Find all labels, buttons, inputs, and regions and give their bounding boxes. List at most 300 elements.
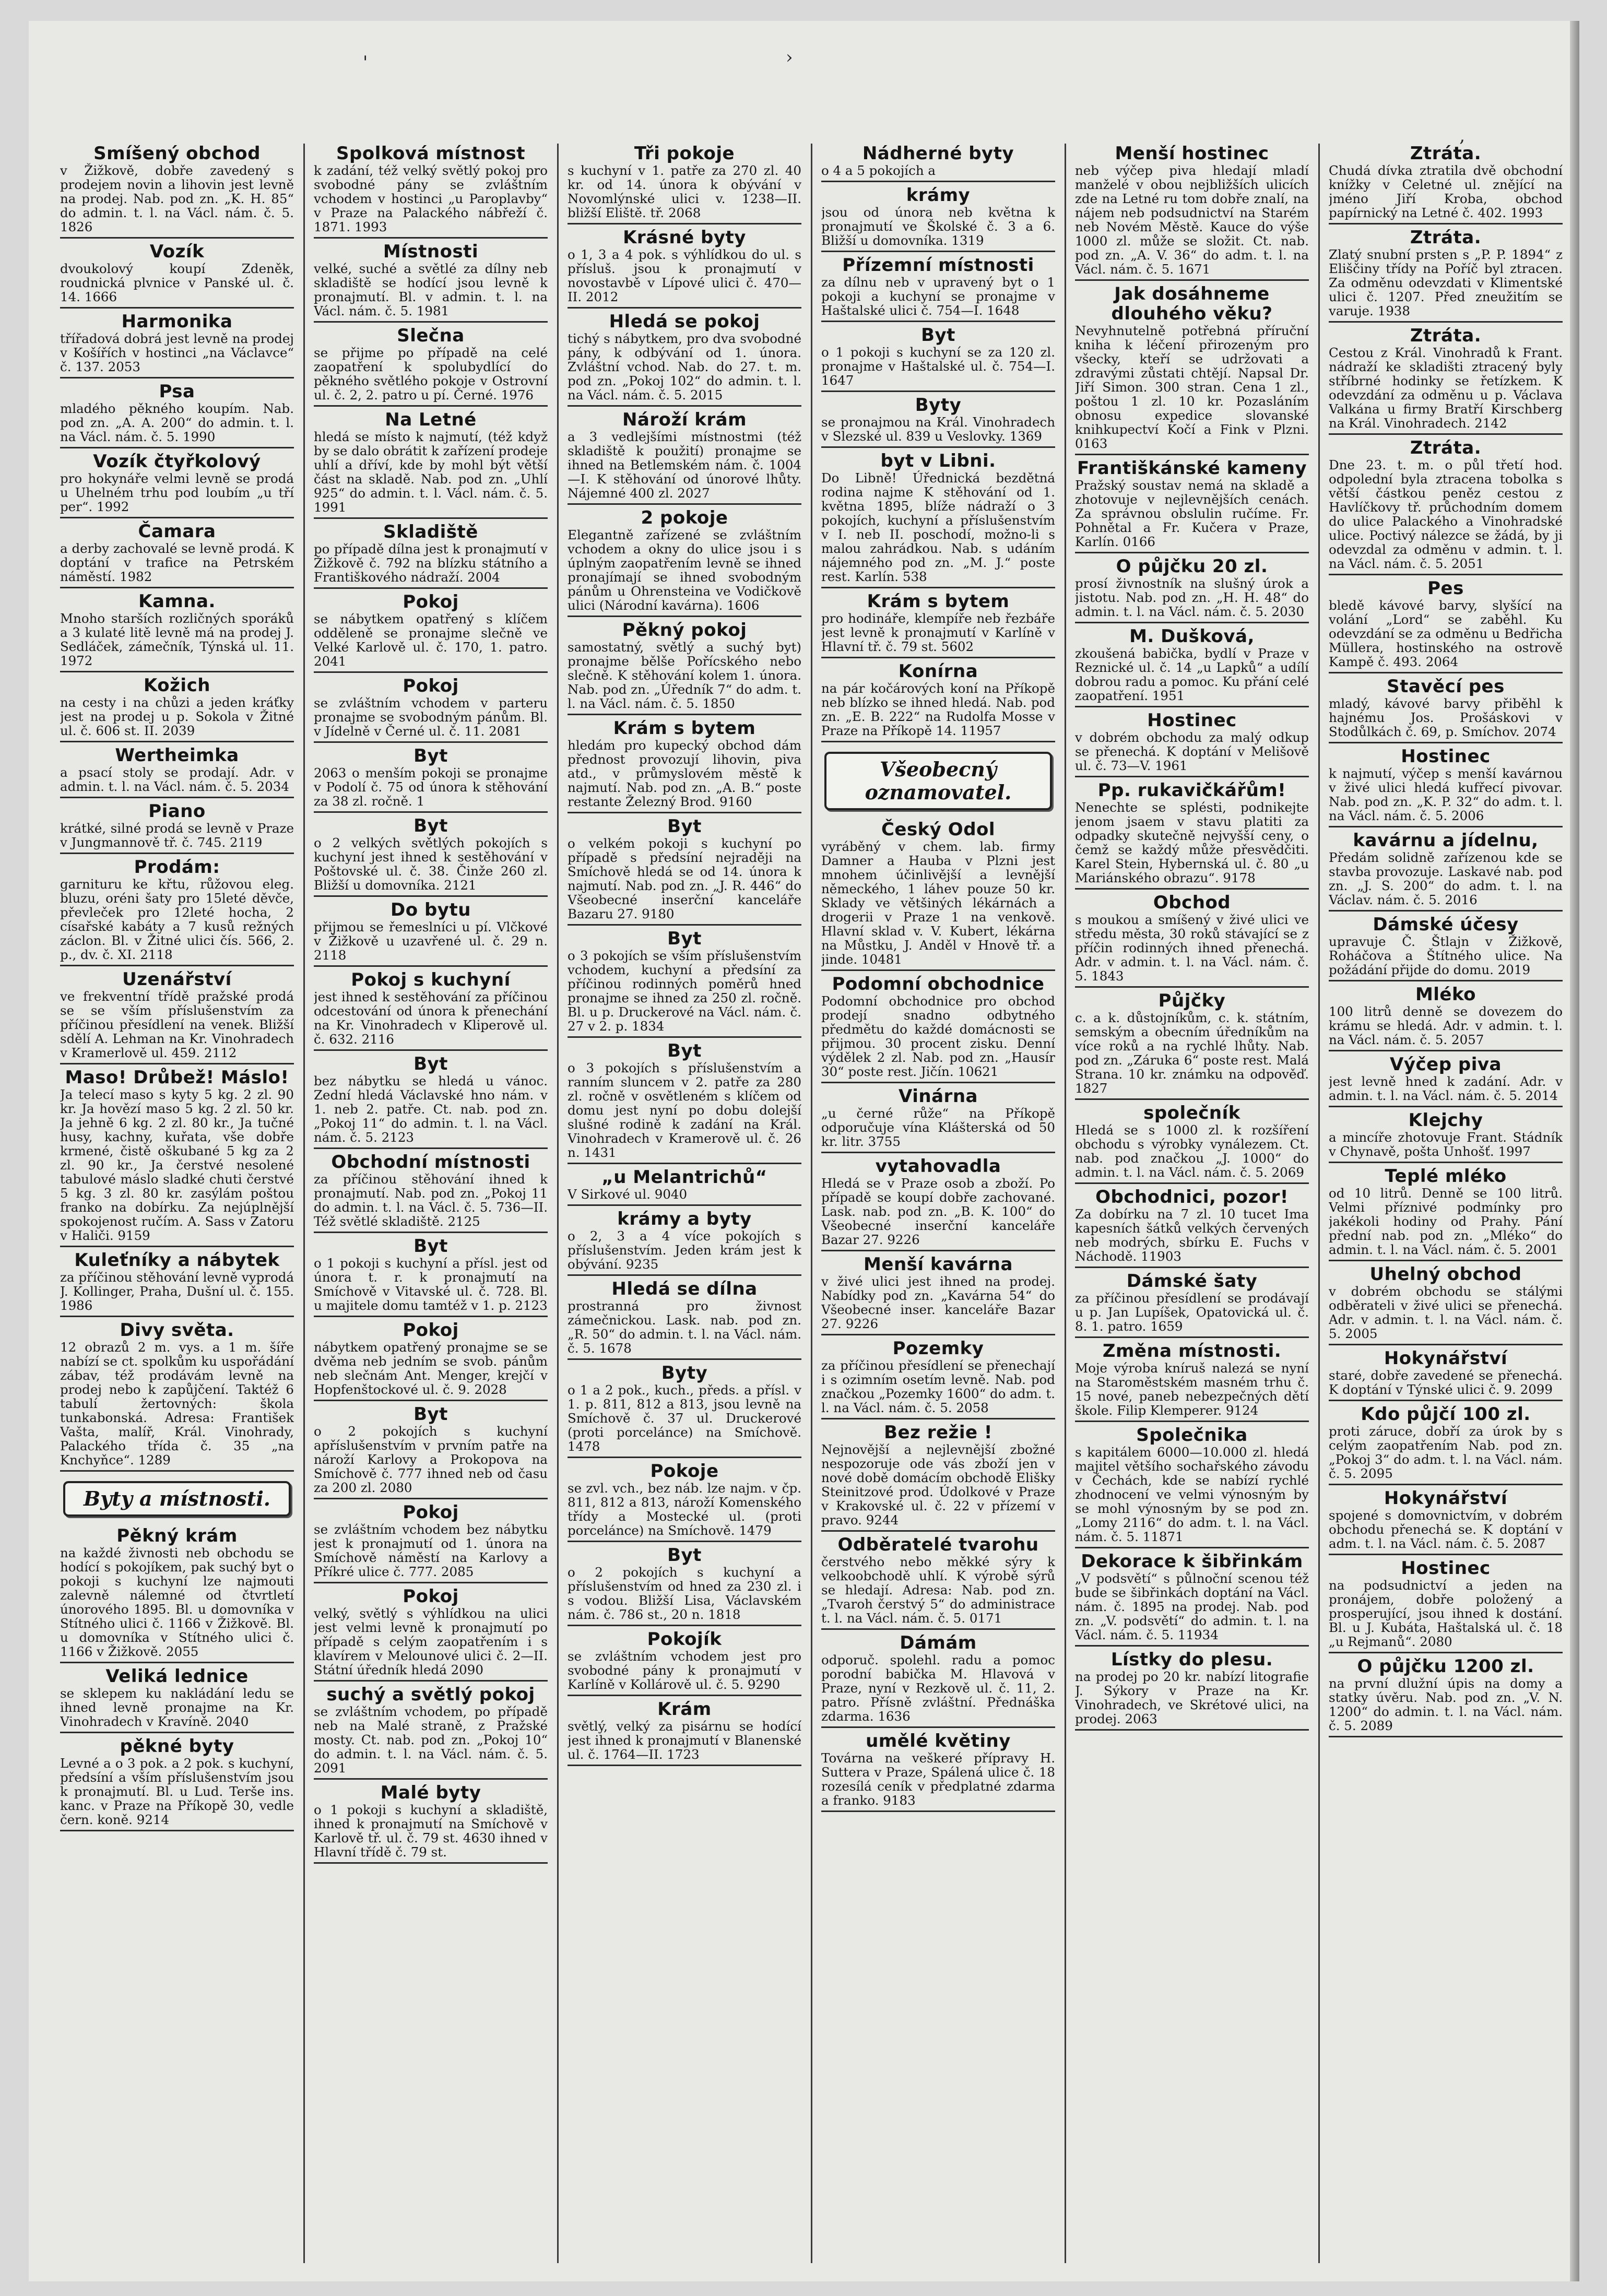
ad-body: bledě kávové barvy, slyšící na volání „Lord“ se zaběhl. Ku odevzdání se za odměnu u Bedřicha Müllera, hostinského na ostrově Kampě č. 493. 2064 <box>1329 598 1563 669</box>
ad-headline: Piano <box>148 801 206 822</box>
ad-headline: Nároží krám <box>622 409 747 430</box>
ad-headline: Vozík <box>149 241 205 262</box>
classified-ad <box>60 522 294 588</box>
ad-body: čerstvého nebo měkké sýry k velkoobchodě uhlí. K výrobě sýrů se hledají. Adresa: Nab. pod zn. „Tvaroh čerstvý 5“ do administrace t. l. na Václ. nám. č. 5. 0171 <box>821 1554 1055 1626</box>
ad-body: se pronajmou na Král. Vinohradech v Slezské ul. 839 u Veslovky. 1369 <box>821 415 1055 444</box>
classified-ad <box>314 816 548 897</box>
classified-ad <box>568 228 801 309</box>
ad-body: „u černé růže“ na Příkopě odporučuje vína Klášterská od 50 kr. litr. 3755 <box>821 1106 1055 1149</box>
ad-separator <box>1075 1547 1309 1548</box>
ad-separator <box>1329 980 1563 981</box>
ad-separator <box>821 390 1055 392</box>
ad-body: se sklepem ku nakládání ledu se ihned levně pronajme na Kr. Vinohradech v Kravíně. 2040 <box>60 1686 294 1729</box>
newspaper-page <box>29 21 1579 2281</box>
ad-headline: Čamara <box>138 521 216 542</box>
ad-headline: Nádherné byty <box>862 144 1014 164</box>
column-rule <box>1318 144 1320 2263</box>
ad-headline: O půjčku 1200 zl. <box>1357 1656 1534 1677</box>
ad-body: „V podsvětí“ s půlnoční scenou též bude se šibřinkách doptání na Václ. nám. č. 1895 na prodej. Nab. pod zn. „V. podsvětí“ do admin. t. l. na Václ. nám. č. 5. 11934 <box>1075 1571 1309 1642</box>
ad-separator <box>821 1082 1055 1083</box>
ad-body: hledá se místo k najmutí, (též když by se dalo obrátit k zařízení prodeje uhlí a dříví, kde by mohl být větší část na skladě. Nab. pod zn. „Uhlí 925“ do admin. t. l. Václ. nám. č. 5. 1991 <box>314 429 548 515</box>
ad-body: Nenechte se splésti, podnikejte jenom jsaem v stavu platiti za odpadky skutečně nejvyšší ceny, o čemž se každý může přesvědčiti. Karel Stein, Hybernská ul. č. 80 „u Mariánského obrazu“. 9178 <box>1075 800 1309 885</box>
ad-body: dvoukolový koupí Zdeněk, roudnická plvnice v Panské ul. č. 14. 1666 <box>60 261 294 304</box>
classified-ad <box>314 1054 548 1149</box>
classified-ad <box>314 746 548 813</box>
ad-separator <box>821 587 1055 588</box>
ad-body: pro hokynáře velmi levně se prodá u Uhelném trhu pod loubím „u tří per“. 1992 <box>60 471 294 514</box>
classified-ad <box>314 242 548 323</box>
classified-ad <box>821 395 1055 448</box>
ad-separator <box>1329 321 1563 323</box>
ad-body: o 4 a 5 pokojích a <box>821 163 936 178</box>
ad-body: Nejnovější a nejlevnější zbožné nespozoruje ode vás zboží jen v nové době domácím obchodě Elišky Steinitzové prod. Údolkové v Praze v Krakovské ul. č. 22 v přízemí v pravo. 9244 <box>821 1442 1055 1528</box>
ad-headline: „u Melantrichů“ <box>601 1167 767 1188</box>
classified-ad <box>1075 284 1309 455</box>
ad-body: proti záruce, dobří za úrok by s celým zaopatřením Nab. pod zn. „Pokoj 3“ do adm. t. l. na Václ. nám. č. 5. 2095 <box>1329 1424 1563 1481</box>
ad-separator <box>1329 1162 1563 1163</box>
ad-headline: Společnika <box>1136 1425 1248 1446</box>
ad-headline: Kamna. <box>138 591 216 612</box>
classified-ad <box>314 144 548 239</box>
ad-body: a 3 vedlejšími místnostmi (též skladiště k použití) pronajme se ihned na Betlemském nám. č. 1004—I. K stěhování od únorové lhůty. Nájemné 400 zl. 2027 <box>568 429 801 501</box>
ad-body: o 1, 3 a 4 pok. s výhlídkou do ul. s přísluš. jsou k pronajmutí v novostavbě v Lípové ulici č. 470—II. 2012 <box>568 247 801 304</box>
ad-body: na pár kočárových koní na Příkopě neb blízko se ihned hledá. Nab. pod zn. „E. B. 222“ na Rudolfa Mosse v Praze na Příkopě 14. 11957 <box>821 681 1055 738</box>
ad-body: Podomní obchodnice pro obchod prodejí snadno odbytného předmětu do každé domácnosti se přijmou. 30 procent zisku. Denní výdělek 2 zl. Nab. pod zn. „Hausír 30“ poste rest. Jičín. 10621 <box>821 993 1055 1079</box>
classified-ad <box>1329 438 1563 575</box>
classified-ad <box>60 382 294 448</box>
ad-headline: Uhelný obchod <box>1369 1264 1522 1285</box>
ad-headline: Mléko <box>1415 984 1476 1005</box>
ad-separator <box>60 1316 294 1317</box>
classified-ad <box>314 1404 548 1499</box>
ad-body: tichý s nábytkem, pro dva svobodné pány, k odbývání od 1. února. Zvláštní vchod. Nab. do 27. t. m. pod zn. „Pokoj 102“ do admin. t. l. na Václ. nám. č. 5. 2015 <box>568 331 801 403</box>
ad-headline: Hledá se dílna <box>611 1279 758 1299</box>
classified-ad <box>568 1461 801 1542</box>
classified-ad <box>1329 1488 1563 1555</box>
ad-body: vyráběný v chem. lab. firmy Damner a Hauba v Plzni jest mnohem účinlivější a levnější německého, 1 láhev pouze 50 kr. Sklady ve většiných lékárnách a drogerii v Praze 1 na venkově. Hlavní sklad v. V. Kubert, lékárna na Můstku, J. Anděl v Hnově tř. a jinde. 10481 <box>821 839 1055 967</box>
ad-separator <box>821 181 1055 182</box>
ad-headline: Byty <box>915 395 962 416</box>
ad-separator <box>1075 279 1309 281</box>
ad-body: 100 litrů denně se dovezem do krámu se hledá. Adr. v admin. t. l. na Václ. nám. č. 5. 2057 <box>1329 1004 1563 1047</box>
ad-separator <box>821 321 1055 322</box>
ad-body: o 1 pokoji s kuchyní a skladiště, ihned k pronajmutí na Smíchově v Karlově tř. ul. č. 79 st. 4630 ihned v Hlavní třídě č. 79 st. <box>314 1802 548 1860</box>
classified-ad <box>821 1254 1055 1335</box>
ad-body: hledám pro kupecký obchod dám přednost provozují lihovin, piva atd., v průmyslovém městě k najmutí. Nab. pod zn. „A. B.“ poste restante Železný Brod. 9160 <box>568 738 801 809</box>
ad-headline: Krám <box>657 1699 712 1720</box>
ad-body: se zvláštním vchodem, po případě neb na Malé straně, z Pražské mosty. Ct. nab. pod zn. „Pokoj 10“ do admin. t. l. na Václ. nám. č. 5. 2091 <box>314 1704 548 1776</box>
ad-separator <box>314 405 548 407</box>
column-rule <box>303 144 305 2263</box>
ad-separator <box>60 307 294 309</box>
ad-separator <box>60 965 294 966</box>
classified-ad <box>568 1545 801 1626</box>
column-rule <box>1065 144 1066 2263</box>
ad-separator <box>1075 552 1309 553</box>
ad-separator <box>314 1049 548 1051</box>
ad-headline: Konírna <box>898 661 978 682</box>
ad-headline: Kdo půjčí 100 zl. <box>1361 1404 1531 1425</box>
ad-body: v Žižkově, dobře zavedený s prodejem novin a lihovin jest levně na prodej. Nab. pod zn. „K. H. 85“ do admin. t. l. na Václ. nám. č. 5. 1826 <box>60 163 294 234</box>
ad-separator <box>60 741 294 742</box>
ad-body: staré, dobře zavedené se přenechá. K doptání v Týnské ulici č. 9. 2099 <box>1329 1368 1563 1397</box>
classified-ad <box>568 144 801 224</box>
classified-ad <box>568 929 801 1038</box>
classified-ad <box>821 325 1055 392</box>
ad-body: Hledá se s 1000 zl. k rozšíření obchodu s výrobky vynálezem. Ct. nab. pod značkou „J. 1000“ do admin. t. l. na Václ. nám. č. 5. 2069 <box>1075 1122 1309 1180</box>
ad-body: o 1 pokoji s kuchyní se za 120 zl. pronajme v Haštalské ul. č. 754—I. 1647 <box>821 345 1055 388</box>
classified-ad <box>314 326 548 407</box>
ad-headline: Vozík čtyřkolový <box>93 451 261 472</box>
ad-headline: Prodám: <box>134 857 220 878</box>
ad-separator <box>568 1358 801 1360</box>
ad-separator <box>314 1400 548 1401</box>
classified-ad <box>314 900 548 967</box>
ad-headline: Tři pokoje <box>634 144 735 164</box>
ad-headline: Veliká lednice <box>105 1666 249 1687</box>
ad-body: Za dobírku na 7 zl. 10 tucet Ima kapesních šátků velkých červených neb modrých, sbírku E. Fuchs v Náchodě. 11903 <box>1075 1206 1309 1264</box>
classified-ad <box>821 451 1055 588</box>
ad-headline: Vinárna <box>899 1086 978 1107</box>
ad-headline: Stavěcí pes <box>1387 676 1505 697</box>
ad-headline: kavárnu a jídelnu, <box>1353 830 1539 851</box>
ad-separator <box>1075 1421 1309 1422</box>
classified-ad <box>1329 1404 1563 1485</box>
ad-body: po případě dílna jest k pronajmutí v Žižkově č. 792 na blízku státního a Františkového nádraží. 2004 <box>314 541 548 585</box>
ad-separator <box>1075 454 1309 455</box>
ad-headline: Přízemní místnosti <box>842 255 1034 276</box>
ad-body: za příčinou přesídlení se prodávají u p. Jan Lupíšek, Opatovická ul. č. 8. 1. patro. 1659 <box>1075 1291 1309 1334</box>
ad-headline: Byt <box>667 1040 702 1061</box>
ad-headline: Odběratelé tvarohu <box>837 1534 1039 1555</box>
ad-body: přijmou se řemeslníci u pí. Vlčkové v Žižkově u uzavřené ul. č. 29 n. 2118 <box>314 919 548 963</box>
classified-ad <box>314 676 548 743</box>
column-rule <box>557 144 559 2263</box>
ad-headline: Pokoj <box>403 1586 459 1607</box>
ad-separator <box>60 1662 294 1663</box>
ad-separator <box>1075 888 1309 890</box>
classified-ad <box>60 801 294 854</box>
classified-ad <box>1075 1103 1309 1184</box>
classified-ad <box>821 1633 1055 1728</box>
ad-headline: Byt <box>667 928 702 949</box>
classified-ad <box>568 1041 801 1164</box>
ad-separator <box>314 741 548 743</box>
ad-separator <box>1329 1050 1563 1051</box>
ad-separator <box>1329 1106 1563 1107</box>
page-edge-shadow <box>1570 21 1579 2281</box>
ad-headline: Psa <box>159 381 195 402</box>
classified-ad <box>1075 1552 1309 1647</box>
ad-body: a derby zachovalé se levně prodá. K doptání v trafice na Petrském náměstí. 1982 <box>60 541 294 584</box>
ad-body: Cestou z Král. Vinohradů k Frant. nádraží ke skladišti ztracený byly stříbrné hodinky se řetízkem. K odevzdání za odměnu u p. Václava Valkána u firmy Bratří Kirschberg na Král. Vinohradech. 2142 <box>1329 345 1563 431</box>
classified-ad <box>1329 1055 1563 1107</box>
ad-separator <box>568 1036 801 1038</box>
ad-separator <box>1075 1645 1309 1647</box>
ad-separator <box>60 447 294 448</box>
ad-body: prostranná pro živnost zámečnickou. Lask. nab. pod zn. „R. 50“ do admin. t. l. na Václ. nám. č. 5. 1678 <box>568 1298 801 1356</box>
ad-headline: byt v Libni. <box>880 451 996 471</box>
ad-separator <box>1329 1260 1563 1261</box>
classified-ad <box>60 1526 294 1663</box>
ad-separator <box>1329 742 1563 743</box>
ad-body: a psací stoly se prodají. Adr. v admin. t. l. na Václ. nám. č. 5. 2034 <box>60 765 294 794</box>
ad-separator <box>1075 1729 1309 1731</box>
ad-headline: O půjčku 20 zl. <box>1116 556 1268 577</box>
ad-body: Chudá dívka ztratila dvě obchodní knížky v Celetné ul. znějící na jméno Jiří Kroba, obchod papírnický na Letné č. 402. 1993 <box>1329 163 1563 220</box>
classified-ad <box>568 620 801 715</box>
ad-separator <box>568 223 801 224</box>
ad-separator <box>568 812 801 813</box>
classified-ad <box>821 255 1055 322</box>
classified-ad <box>314 1152 548 1233</box>
ad-separator <box>821 446 1055 448</box>
ad-headline: Obchodnici, pozor! <box>1095 1187 1289 1208</box>
ad-headline: Český Odol <box>881 819 996 840</box>
ad-separator <box>568 405 801 407</box>
classified-ad <box>1329 326 1563 435</box>
ad-separator <box>568 1457 801 1458</box>
ad-headline: Obchod <box>1153 892 1231 913</box>
ad-headline: Ztráta. <box>1410 144 1482 164</box>
ad-separator <box>314 1498 548 1499</box>
ad-headline: Skladiště <box>383 522 478 542</box>
classified-ad <box>60 452 294 518</box>
ad-body: V Sirkové ul. 9040 <box>568 1187 688 1202</box>
ad-headline: Kožich <box>144 675 210 696</box>
ad-headline: Pozemky <box>892 1338 984 1359</box>
ad-body: mladého pěkného koupím. Nab. pod zn. „A. A. 200“ do admin. t. l. na Václ. nám. č. 5. 1990 <box>60 401 294 444</box>
classified-ad <box>1075 991 1309 1100</box>
ad-headline: Pokojík <box>647 1629 722 1650</box>
classified-ad <box>568 1279 801 1360</box>
ad-separator <box>821 657 1055 658</box>
ad-headline: vytahovadla <box>875 1156 1001 1177</box>
ad-body: Levné a o 3 pok. a 2 pok. s kuchyní, předsíní a vším příslušenstvím jsou k pronajmutí. Bl. u Lud. Terše ins. kanc. v Praze na Příkopě 30, vedle čern. koně. 9214 <box>60 1756 294 1827</box>
ad-body: s moukou a smíšený v živé ulici ve středu města, 30 roků stávající se z příčin rodinných ihned přenechá. Adr. v admin. t. l. na Václ. nám. č. 5. 1843 <box>1075 912 1309 984</box>
classified-ad <box>568 1167 801 1206</box>
ad-body: se přijme po případě na celé zaopatření k spolubydlící do pěkného světlého pokoje v Ostrovní ul. č. 2, 2. patro u pí. Černé. 1976 <box>314 345 548 403</box>
ad-separator <box>568 1204 801 1206</box>
ad-headline: Byt <box>667 816 702 837</box>
ad-body: v dobrém obchodu za malý odkup se přenechá. K doptání v Melišově ul. č. 73—V. 1961 <box>1075 730 1309 773</box>
classified-ad <box>821 1731 1055 1812</box>
ad-headline: Menší kavárna <box>864 1254 1013 1275</box>
column-rule <box>811 144 812 2263</box>
ad-headline: suchý a světlý pokoj <box>326 1684 535 1705</box>
ad-separator <box>60 237 294 239</box>
ad-headline: Byt <box>413 815 448 836</box>
ad-headline: Hokynářství <box>1384 1488 1508 1509</box>
ad-separator <box>314 237 548 239</box>
ad-separator <box>1075 986 1309 988</box>
classified-ad <box>821 1339 1055 1419</box>
ad-body: spojené s domovnictvím, v dobrém obchodu přenechá se. K doptání v adm. t. l. na Václ. nám. č. 5. 2087 <box>1329 1508 1563 1551</box>
classified-ad <box>1075 1650 1309 1731</box>
ad-body: o 1 a 2 pok., kuch., předs. a přísl. v 1. p. 811, 812 a 813, jsou levně na Smíchově č. 37 ul. Druckerové (proti porcelánce) na Smíchově. 1478 <box>568 1382 801 1454</box>
classified-ad <box>1329 1348 1563 1401</box>
ad-separator <box>568 616 801 617</box>
classified-ad <box>568 1363 801 1458</box>
classified-ad <box>314 1502 548 1583</box>
ad-body: samostatný, světlý a suchý byt) pronajme bělše Pořícského nebo slečně. K stěhování kolem 1. února. Nab. pod zn. „Úředník 7“ do adm. t. l. na Václ. nám. č. 5. 1850 <box>568 640 801 711</box>
ad-headline: Dámské šaty <box>1126 1271 1258 1292</box>
classified-ad <box>1329 1264 1563 1345</box>
ad-body: nábytkem opatřený pronajme se se dvěma neb jedním se svob. pánům neb slečnám Ant. Menger, krejčí v Hopfenštockové ul. č. 9. 2028 <box>314 1340 548 1397</box>
classified-ad <box>60 591 294 672</box>
ad-body: pro hodináře, klempíře neb řezbáře jest levně k pronajmutí v Karlíně v Hlavní tř. č. 79 st. 5602 <box>821 611 1055 654</box>
print-mark: ' <box>363 52 368 73</box>
ad-headline: Hledá se pokoj <box>609 311 760 332</box>
ad-headline: Jak dosáhneme dlouhého věku? <box>1111 283 1273 324</box>
ad-headline: Místnosti <box>383 241 479 262</box>
ad-headline: Ztráta. <box>1410 325 1482 346</box>
ad-headline: Dekorace k šibřinkám <box>1081 1551 1303 1572</box>
classified-ad <box>568 1629 801 1696</box>
ad-body: upravuje Č. Štlajn v Žižkově, Roháčova a Štítného ulice. Na požádání přijde do domu. 2019 <box>1329 934 1563 977</box>
ad-headline: Byt <box>413 745 448 766</box>
classified-ad <box>821 1156 1055 1251</box>
ad-separator <box>60 1063 294 1064</box>
ad-body: a mincíře zhotovuje Frant. Stádník v Chynavě, pošta Unhošť. 1997 <box>1329 1130 1563 1159</box>
ad-headline: Uzenářství <box>122 969 232 990</box>
classified-ad <box>60 312 294 378</box>
ad-headline: Ztráta. <box>1410 227 1482 248</box>
ad-separator <box>568 1163 801 1164</box>
classified-ad <box>1329 578 1563 673</box>
ad-headline: pěkné byty <box>120 1736 234 1757</box>
ad-headline: Pokoj s kuchyní <box>351 969 511 990</box>
classified-ad <box>568 816 801 926</box>
ad-body: Moje výroba kníruš nalezá se nyní na Staroměstském masném trhu č. 15 nové, paneb nebezpečných dětí škole. Filip Klemperer. 9124 <box>1075 1360 1309 1418</box>
classified-ad <box>568 718 801 813</box>
column-2 <box>314 144 548 2263</box>
ad-separator <box>60 853 294 854</box>
ad-body: na první dlužní úpis na domy a statky úvěru. Nab. pod zn. „V. N. 1200“ do admin. t. l. na Václ. nám. č. 5. 2089 <box>1329 1676 1563 1733</box>
ad-separator <box>821 251 1055 252</box>
classified-ad <box>60 144 294 239</box>
ad-body: garnituru ke křtu, růžovou eleg. bluzu, oréni šaty pro 15leté děvče, převleček pro 12leté hocha, 2 císařské kabáty a 7 kusů režných záclon. Bl. v Žitné ulici čís. 566, 2. p., dv. č. XI. 2118 <box>60 877 294 962</box>
ad-separator <box>821 1726 1055 1728</box>
ad-body: bez nábytku se hledá u vánoc. Zední hledá Václavské hno nám. v 1. neb 2. patře. Ct. nab. pod zn. „Pokoj 11“ do admin. t. l. na Václ. nám. č. 5. 2123 <box>314 1073 548 1145</box>
classified-ad <box>1329 831 1563 912</box>
ad-separator <box>314 587 548 589</box>
ad-body: o 2 velkých světlých pokojích s kuchyní jest ihned k sestěhování v Poštovské ul. č. 38. Činže 260 zl. Bližší u domovníka. 2121 <box>314 835 548 893</box>
ad-body: Pražský soustav nemá na skladě a zhotovuje v nejlevnějších cenách. Za správnou obslulin ručíme. Fr. Pohnětal a Fr. Kučera v Praze, Karlín. 0166 <box>1075 478 1309 549</box>
classified-ad <box>60 1068 294 1247</box>
classified-ad <box>821 661 1055 742</box>
ad-body: zkoušená babička, bydlí v Praze v Reznické ul. č. 14 „u Lapků“ a udílí dobrou radu a pomoc. Ku přání celé zaopatření. 1951 <box>1075 646 1309 703</box>
ad-body: v živé ulici jest ihned na prodej. Nabídky pod zn. „Kavárna 54“ do Všeobecné inser. kanceláře Bazar 27. 9226 <box>821 1274 1055 1331</box>
ad-body: za příčinou stěhování levně vyprodá J. Kollinger, Praha, Dušní ul. č. 155. 1986 <box>60 1270 294 1313</box>
classified-ad <box>1329 144 1563 224</box>
ad-separator <box>1329 1484 1563 1485</box>
classified-ad <box>60 857 294 966</box>
ad-separator <box>60 517 294 518</box>
classified-ad <box>60 1666 294 1733</box>
ad-headline: M. Dušková, <box>1129 626 1255 647</box>
ad-separator <box>568 924 801 926</box>
ad-body: jsou od února neb května k pronajmutí ve Školské č. 3 a 6. Bližší u domovníka. 1319 <box>821 205 1055 248</box>
ad-separator <box>821 1628 1055 1630</box>
column-1 <box>60 144 294 2263</box>
ad-headline: Menší hostinec <box>1115 144 1269 164</box>
ad-separator <box>568 307 801 309</box>
classified-ad <box>1075 1425 1309 1548</box>
ad-body: Zlatý snubní prsten s „P. P. 1894“ z Eliščiny třídy na Poříč byl ztracen. Za odměnu odevzdati v Klimentské ulici č. 1207. Před zneužitím se varuje. 1938 <box>1329 247 1563 318</box>
ad-body: se zvl. vch., bez náb. lze najm. v čp. 811, 812 a 813, nároží Komenského třídy a Mostecké ul. (proti porcelánce) na Smíchově. 1479 <box>568 1481 801 1538</box>
ad-body: Dne 23. t. m. o půl třetí hod. odpolední byla ztracena tobolka s větší částkou peněz cestou z Havlíčkovy tř. průchodním domem do ulice Palackého a Vinohradské ulice. Poctivý nálezce se žádá, by ji odevzdal za odměnu v admin. t. l. na Václ. nám. č. 5. 2051 <box>1329 457 1563 571</box>
ad-headline: Hostinec <box>1147 710 1237 731</box>
ad-body: o 3 pokojích se vším příslušenstvím vchodem, kuchyní a předsíní za příčinou rodinných poměrů hned pronajme se ihned za 250 zl. ročně. Bl. u p. Druckerové na Václ. nám. č. 27 v 2. p. 1834 <box>568 948 801 1034</box>
ad-headline: Maso! Drůbež! Máslo! <box>65 1067 289 1088</box>
ad-separator <box>821 1152 1055 1153</box>
classified-ad <box>314 970 548 1051</box>
classified-ad <box>1329 1110 1563 1163</box>
ad-separator <box>314 1862 548 1864</box>
ad-separator <box>1329 1652 1563 1653</box>
ad-body: krátké, silné prodá se levně v Praze v Jungmannově tř. č. 745. 2119 <box>60 821 294 850</box>
ad-separator <box>314 1232 548 1233</box>
classified-ad <box>314 410 548 519</box>
ad-headline: Bez režie ! <box>884 1422 992 1443</box>
ad-headline: Byt <box>413 1054 448 1074</box>
ad-separator <box>1329 1400 1563 1401</box>
ad-headline: krámy <box>906 185 971 206</box>
ad-body: jest levně hned k zadání. Adr. v admin. t. l. na Václ. nám. č. 5. 2014 <box>1329 1074 1563 1103</box>
classified-ad <box>1075 144 1309 281</box>
ad-headline: Františkánské kameny <box>1077 458 1307 479</box>
classified-ad <box>821 820 1055 971</box>
ad-body: se nábytkem opatřený s klíčem odděleně se pronajme slečně ve Velké Karlově ul. č. 170, 1. patro. 2041 <box>314 611 548 669</box>
ad-body: c. a k. důstojníkům, c. k. státním, semským a obecním úředníkům na více roků a na rychlé lhůty. Nab. pod zn. „Záruka 6“ poste rest. Malá Strana. 10 kr. známku na odpověď. 1827 <box>1075 1010 1309 1096</box>
classified-ad <box>1329 1558 1563 1653</box>
ad-headline: Dámám <box>900 1632 977 1653</box>
ad-separator <box>60 1470 294 1472</box>
ad-headline: Pěkný krám <box>116 1525 238 1546</box>
ad-body: neb výčep piva hledají mladí manželé v obou nejbližších ulicích zde na Letné ru tom dobře znalí, na nájem neb podsudnictví na Starém neb Novém Městě. Kauce do výše 1000 zl. může se složit. Ct. nab. pod zn. „A. V. 36“ do adm. t. l. na Václ. nám. č. 5. 1671 <box>1075 163 1309 277</box>
ad-separator <box>1329 223 1563 224</box>
ad-headline: Divy světa. <box>120 1320 234 1341</box>
ad-separator <box>1075 776 1309 777</box>
classified-ad <box>60 242 294 309</box>
ad-separator <box>1075 706 1309 707</box>
ad-body: se zvláštním vchodem v parteru pronajme se svobodným pánům. Bl. v Jídelně v Černé ul. č. 11. 2081 <box>314 695 548 739</box>
ad-body: o 2 pokojích s kuchyní a příslušenstvím od hned za 230 zl. i s vodou. Bližší Lisa, Václavském nám. č. 786 st., 20 n. 1818 <box>568 1565 801 1622</box>
ad-body: k najmutí, výčep s menší kavárnou v živé ulici hledá kufřecí pivovar. Nab. pod zn. „K. P. 32“ do adm. t. l. na Václ. nám. č. 5. 2006 <box>1329 766 1563 823</box>
ad-separator <box>1329 433 1563 435</box>
ad-body: o 1 pokoji s kuchyní a přísl. jest od února t. r. k pronajmutí na Smíchově v Vitavské ul. č. 728. Bl. u majitele domu tamtéž v 1. p. 2123 <box>314 1256 548 1313</box>
ad-headline: Pokoj <box>403 1320 459 1341</box>
ad-separator <box>1329 826 1563 827</box>
section-banner: Byty a místnosti. <box>63 1481 291 1517</box>
ad-headline: 2 pokoje <box>641 507 728 528</box>
ad-headline: umělé květiny <box>866 1731 1011 1751</box>
ad-separator <box>1329 574 1563 575</box>
ad-separator <box>568 714 801 715</box>
ad-body: o 2, 3 a 4 více pokojích s příslušenstvím. Jeden krám jest k obývání. 9235 <box>568 1228 801 1272</box>
ad-body: se zvláštním vchodem bez nábytku jest k pronajmutí od 1. února na Smíchově náměstí na Karlovy a Příkré ulice č. 777. 2085 <box>314 1522 548 1579</box>
classified-ad <box>1329 677 1563 743</box>
ad-headline: Harmonika <box>121 311 233 332</box>
classified-ad <box>1075 1271 1309 1338</box>
ad-separator <box>821 1250 1055 1251</box>
ad-separator <box>314 1680 548 1682</box>
ad-body: na každé živnosti neb obchodu se hodící s pokojíkem, pak suchý byt o pokoji s kuchyní lze najmouti zalevně nálemné od čtvrtletí únorového 1895. Bl. u domovníka v Stítného ulici č. 1166 v Žižkově. Bl. u domovníka v Stítného ulici č. 1166 v Žižkově. 2055 <box>60 1545 294 1659</box>
ad-headline: Byt <box>413 1404 448 1425</box>
ad-headline: Byty <box>661 1363 708 1383</box>
classified-ad <box>60 1250 294 1317</box>
